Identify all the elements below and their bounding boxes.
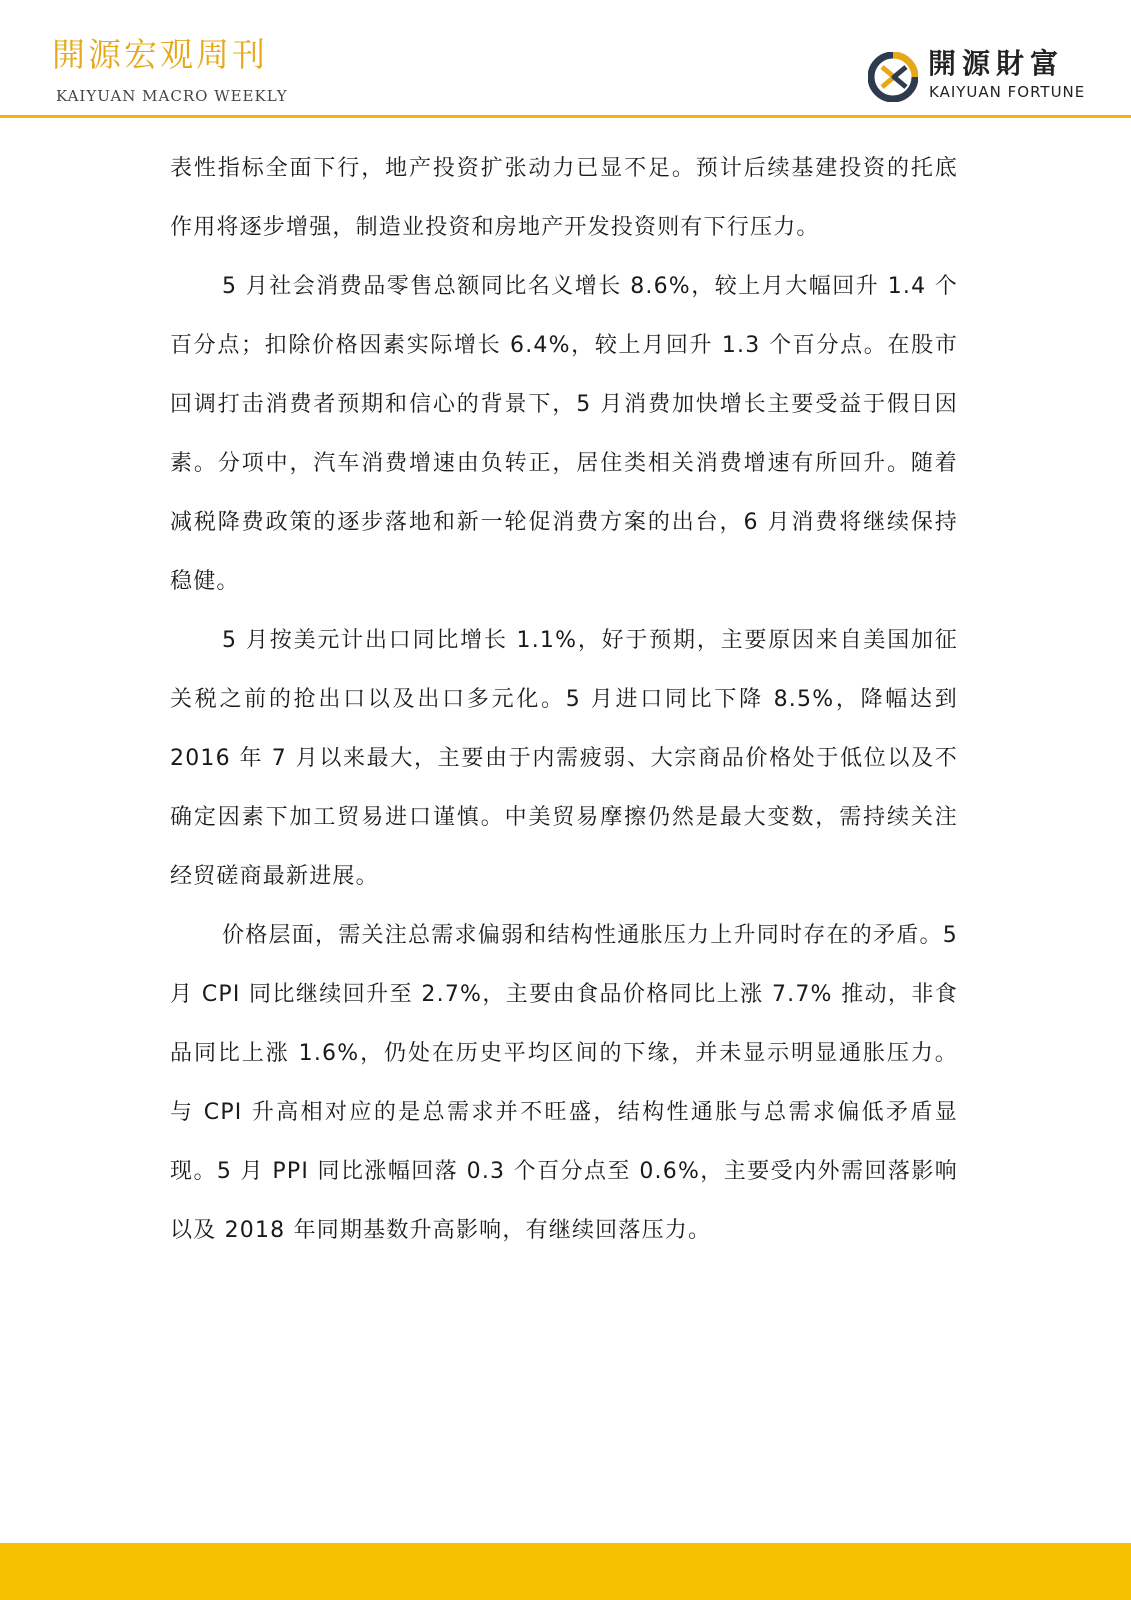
paragraph-trade: 5 月按美元计出口同比增长 1.1%，好于预期，主要原因来自美国加征关税之前的抢出口以及出口多元化。5 月进口同比下降 8.5%，降幅达到 2016 年 7 月以来最大，主要由于内需疲弱、大宗商品价格处于低位以及不确定因素下加工贸易进口谨慎。中美贸易摩擦仍然是最大变数，需持续关注经贸磋商最新进展。 xyxy=(170,628,958,889)
publication-title: 開源宏观周刊 xyxy=(52,35,268,74)
page-header xyxy=(0,0,1131,118)
footer-bar xyxy=(0,1543,1131,1600)
paragraph-prices: 价格层面，需关注总需求偏弱和结构性通胀压力上升同时存在的矛盾。5 月 CPI 同比继续回升至 2.7%，主要由食品价格同比上涨 7.7% 推动，非食品同比上涨 1.6%，仍处在历史平均区间的下缘，并未显示明显通胀压力。与 CPI 升高相对应的是总需求并不旺盛，结构性通胀与总需求偏低矛盾显现。5 月 PPI 同比涨幅回落 0.3 个百分点至 0.6%，主要受内外需回落影响以及 2018 年同期基数升高影响，有继续回落压力。 xyxy=(170,923,958,1243)
article-body xyxy=(170,139,958,1260)
logo-english-name: KAIYUAN FORTUNE xyxy=(929,83,1086,101)
publication-subtitle: KAIYUAN MACRO WEEKLY xyxy=(56,87,288,105)
company-logo xyxy=(868,48,1088,108)
paragraph-retail-sales: 5 月社会消费品零售总额同比名义增长 8.6%，较上月大幅回升 1.4 个百分点；扣除价格因素实际增长 6.4%，较上月回升 1.3 个百分点。在股市回调打击消费者预期和信心的背景下，5 月消费加快增长主要受益于假日因素。分项中，汽车消费增速由负转正，居住类相关消费增速有所回升。随着减税降费政策的逐步落地和新一轮促消费方案的出台，6 月消费将继续保持稳健。 xyxy=(170,274,958,594)
kaiyuan-logo-icon xyxy=(868,52,918,102)
logo-chinese-name: 開源財富 xyxy=(928,47,1065,80)
header-divider xyxy=(0,115,1131,118)
paragraph-investment-continued: 表性指标全面下行，地产投资扩张动力已显不足。预计后续基建投资的托底作用将逐步增强，制造业投资和房地产开发投资则有下行压力。 xyxy=(170,156,958,240)
